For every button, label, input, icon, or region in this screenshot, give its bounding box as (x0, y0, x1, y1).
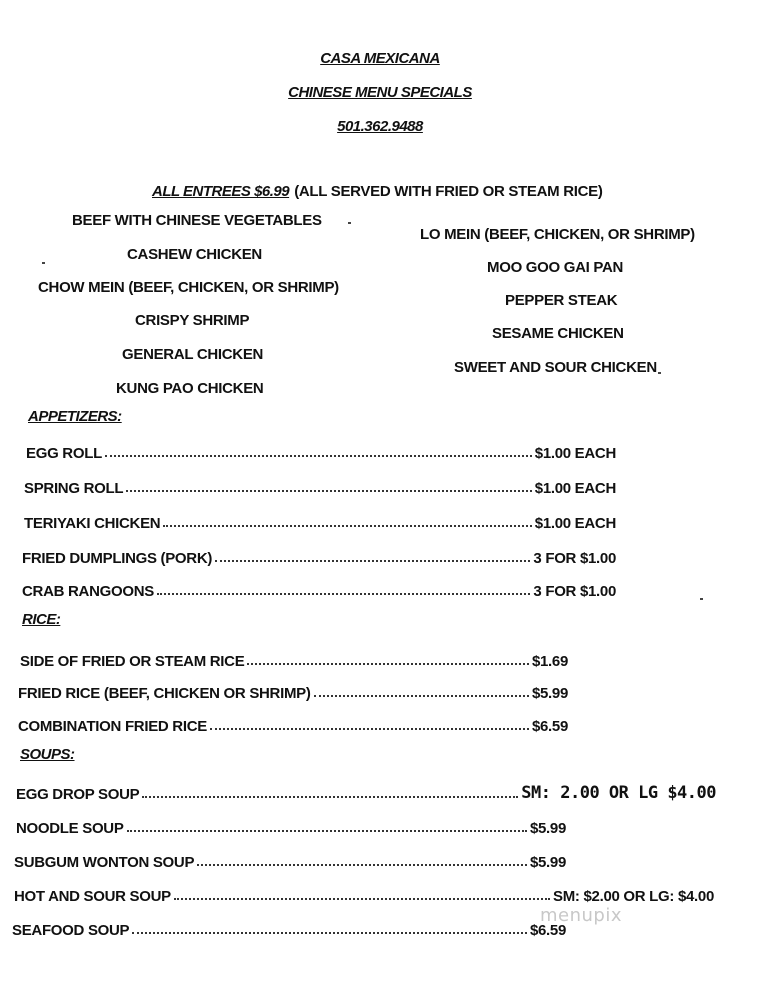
menu-subtitle: CHINESE MENU SPECIALS (288, 84, 472, 101)
item-name: FRIED RICE (BEEF, CHICKEN OR SHRIMP) (18, 685, 311, 702)
dot-leader (163, 525, 531, 527)
item-price: $5.99 (531, 685, 568, 702)
dot-leader (105, 455, 532, 457)
entrees-heading-line (152, 181, 603, 200)
item-price: $5.99 (529, 820, 566, 837)
item-price: 3 FOR $1.00 (533, 583, 616, 600)
item-price: $1.00 EACH (534, 480, 616, 497)
menu-row (22, 545, 616, 567)
dot-leader (132, 932, 527, 934)
item-name: EGG ROLL (26, 445, 102, 462)
entree-item: CRISPY SHRIMP (135, 312, 250, 329)
entrees-heading: ALL ENTREES $6.99 (152, 183, 290, 200)
menu-row (14, 883, 714, 905)
dot-leader (127, 830, 527, 832)
dot-leader (314, 695, 529, 697)
item-name: SEAFOOD SOUP (12, 922, 130, 939)
entree-item: GENERAL CHICKEN (122, 346, 264, 363)
entree-item: MOO GOO GAI PAN (487, 259, 624, 276)
menu-row (12, 917, 566, 939)
item-name: HOT AND SOUR SOUP (14, 888, 171, 905)
dot-leader (215, 560, 530, 562)
menu-row (18, 713, 568, 735)
dot-leader (197, 864, 527, 866)
item-name: SIDE OF FRIED OR STEAM RICE (20, 653, 245, 670)
item-price: 3 FOR $1.00 (533, 550, 616, 567)
item-name: EGG DROP SOUP (16, 786, 140, 803)
restaurant-name: CASA MEXICANA (320, 50, 440, 67)
entree-item: CASHEW CHICKEN (127, 246, 262, 263)
scan-speck (42, 262, 45, 264)
scan-speck (700, 598, 703, 600)
entree-item: PEPPER STEAK (505, 292, 618, 309)
watermark: menupix (540, 905, 623, 926)
dot-leader (157, 593, 530, 595)
entree-item: SWEET AND SOUR CHICKEN (454, 359, 657, 376)
item-price: $6.59 (529, 922, 566, 939)
entrees-note: (ALL SERVED WITH FRIED OR STEAM RICE) (294, 183, 603, 200)
item-name: FRIED DUMPLINGS (PORK) (22, 550, 213, 567)
item-price: SM: 2.00 OR LG $4.00 (521, 783, 716, 803)
menu-row (22, 578, 616, 600)
item-name: CRAB RANGOONS (22, 583, 154, 600)
menu-row (24, 510, 616, 532)
menu-row (20, 648, 568, 670)
item-price: SM: $2.00 OR LG: $4.00 (553, 888, 714, 905)
item-price: $6.59 (531, 718, 568, 735)
scan-speck (348, 222, 351, 224)
dot-leader (210, 728, 529, 730)
item-name: COMBINATION FRIED RICE (18, 718, 207, 735)
menu-row (16, 781, 716, 803)
entree-item: CHOW MEIN (BEEF, CHICKEN, OR SHRIMP) (38, 279, 339, 296)
rice-heading: RICE: (22, 611, 61, 628)
menu-row (16, 815, 566, 837)
entree-item: BEEF WITH CHINESE VEGETABLES (72, 212, 322, 229)
menu-row (24, 475, 616, 497)
soups-heading: SOUPS: (20, 746, 75, 763)
menu-row (14, 849, 566, 871)
dot-leader (126, 490, 532, 492)
menu-row (18, 680, 568, 702)
dot-leader (142, 796, 518, 798)
entree-item: KUNG PAO CHICKEN (116, 380, 264, 397)
appetizers-heading: APPETIZERS: (28, 408, 122, 425)
entree-item: SESAME CHICKEN (492, 325, 624, 342)
item-price: $1.69 (531, 653, 568, 670)
scan-speck (658, 372, 661, 374)
phone-number: 501.362.9488 (337, 118, 423, 135)
entree-item: LO MEIN (BEEF, CHICKEN, OR SHRIMP) (420, 226, 695, 243)
item-name: TERIYAKI CHICKEN (24, 515, 161, 532)
dot-leader (174, 898, 550, 900)
item-name: NOODLE SOUP (16, 820, 124, 837)
item-price: $5.99 (529, 854, 566, 871)
dot-leader (247, 663, 529, 665)
item-name: SUBGUM WONTON SOUP (14, 854, 195, 871)
item-name: SPRING ROLL (24, 480, 124, 497)
item-price: $1.00 EACH (534, 445, 616, 462)
item-price: $1.00 EACH (534, 515, 616, 532)
menu-row (26, 440, 616, 462)
